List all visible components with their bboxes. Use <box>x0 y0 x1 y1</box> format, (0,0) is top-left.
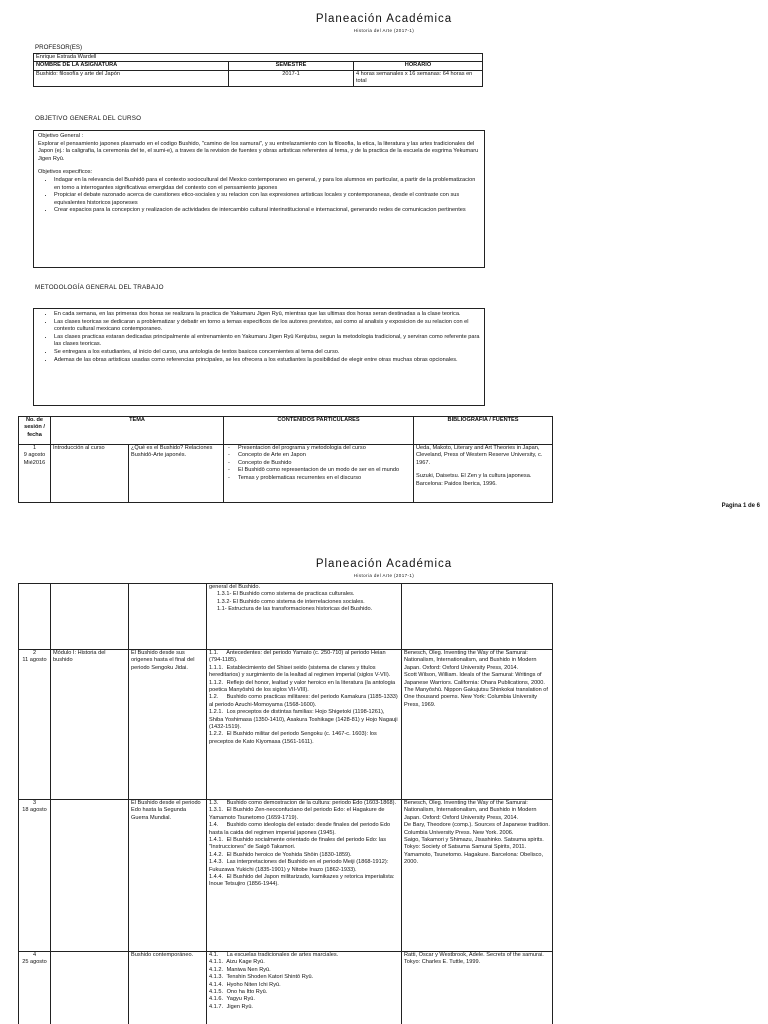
objective-section-heading: OBJETIVO GENERAL DEL CURSO <box>35 115 142 122</box>
table-row <box>19 445 553 503</box>
table-row <box>19 584 553 650</box>
list-item: • Las clases teoricas se dedicaran a problematizar y debatir en torno a temas especificos de los autores previstos, asi como al analisis y exposicion de su relacion con el contexto cultural mexicano contemporaneo. <box>54 319 480 334</box>
session-date: 25 agosto <box>22 959 47 966</box>
list-item: • Ademas de las obras artisticas usadas como referencias principales, se les ofrecera a los estudiantes la posibilidad de elegir entre otras muchas obras opcionales. <box>54 357 480 365</box>
session-date: 18 agosto <box>22 807 47 814</box>
page-subtitle: Historia del Arte (2017-1) <box>353 573 415 578</box>
methodology-section-heading: METODOLOGÍA GENERAL DEL TRABAJO <box>35 284 164 291</box>
content-line: general del Bushido. <box>209 584 261 590</box>
contents-list: 1.3. Bushido como demostracion de la cultura: periodo Edo (1603-1868). 1.3.1. El Bushido Zen-neoconfuciano del periodo Edo: el Hagakure de Yamamoto Tsunetomo (1659-1719). 1.4. Bushido como ideologia del estado: desde finales del periodo Edo hasta la caida del regimen imperial japones (1945). 1.4.1. El Bushido socialmente orientado de finales del periodo Edo: las "Instrucciones" de Saigō Takamori. 1.4.2. El Bushido heroico de Yoshida Shōin (1830-1859). 1.4.3. Las interpretaciones del Bushido en el periodo Meiji (1868-1912): Fukuzawa Yukichi (1835-1901) y Nitobe Inazo (1862-1933). 1.4.4. El Bushido del Japon militarizado, kamikazes y retorica imperialista: Inoue Tetsujiro (1856-1944). <box>207 800 402 952</box>
bibliography-entry: Suzuki, Daisetsu. El Zen y la cultura japonesa. Barcelona: Paidos Iberica, 1996. <box>416 473 532 487</box>
professor-name: Enrique Estrada Wardell <box>34 54 483 62</box>
page-gap <box>0 525 768 545</box>
bibliography-entry: Ratti, Oscar y Westbrook, Adele. Secrets of the samurai. Tokyo: Charles E. Tuttle, 1999. <box>404 952 544 966</box>
contents-header: CONTENIDOS PARTICULARES <box>224 417 414 445</box>
methodology-list <box>38 311 480 364</box>
session-number: 4 <box>32 952 37 958</box>
list-item: - Concepto de Arte en Japon <box>226 452 411 459</box>
bibliography-entry: The Manyōshū. Nippon Gakujutsu Shinkokai translation of One thousand poems. New York: Columbia University Press, 1969. <box>404 687 548 708</box>
page-title: Planeación Académica <box>315 13 453 25</box>
session-header: No. de sesión / fecha <box>19 417 51 445</box>
methodology-box <box>33 308 485 406</box>
list-item: - Presentacion del programa y metodologia del curso <box>226 445 411 452</box>
contents-list: 4.1. La escuelas tradicionales de artes marciales. 4.1.1. Aizu Kage Ryū. 4.1.2. Maniwa Nen Ryū. 4.1.3. Tenshin Shoden Katori Shintō Ryū. 4.1.4. Hyoho Niten Ichi Ryū. 4.1.5. Ono ha Itto Ryū. 4.1.6. Yagyu Ryū. 4.1.7. Jigen Ryū. <box>207 952 402 1024</box>
topic-module: Introducción al curso <box>51 445 129 503</box>
topic-header: TEMA <box>51 417 224 445</box>
sessions-table-page2 <box>18 583 553 1024</box>
table-row <box>19 952 553 1024</box>
subject-value: Bushido: filosofía y arte del Japón <box>34 70 229 86</box>
course-info-table <box>33 53 483 87</box>
topic-detail: ¿Qué es el Bushido? Relaciones Bushidō-Arte japonés. <box>129 445 224 503</box>
professor-label: PROFESOR(ES) <box>35 44 83 51</box>
specific-objectives-list <box>38 177 480 215</box>
document-page-2 <box>0 545 768 1024</box>
contents-list: 1.1. Antecedentes: del periodo Yamato (c. 250-710) al periodo Heian (794-1185). 1.1.1. Establecimiento del Shisei seido (sistema de clanes y titulos hereditarios) y surgimiento de la lealtad al regimen imperial (siglos V-VII). 1.1.2. Reflejo del honor, lealtad y valor heroico en la literatura (la antologia poetica Manyōshū de los siglos VII-VIII). 1.2. Bushido como practicas militares: del periodo Kamakura (1185-1333) al periodo Azuchi-Momoyama (1568-1600). 1.2.1. Los preceptos de distintas familias: Hojo Shigetoki (1198-1261), Shiba Yoshimasa (1350-1410), Asakura Toshikage (1428-81) y Hojo Nagauji (1432-1519). 1.2.2. El Bushido militar del periodo Sengoku (c. 1467-c. 1603): los preceptos de Kato Kiyomasa (1561-1611). <box>207 650 402 800</box>
objectives-box <box>33 130 485 268</box>
list-item: - Concepto de Bushido <box>226 460 411 467</box>
list-item: • En cada semana, en las primeras dos horas se realizara la practica de Yakumaru Jigen Ryū, mientras que las ultimas dos horas seran destinadas a la clase teorica. <box>54 311 480 319</box>
page-subtitle: Historia del Arte (2017-1) <box>353 28 415 33</box>
bibliography-entry: Scott Wilson, William. Ideals of the Samurai: Writings of Japanese Warriors. California: Ohara Publications, 2000. <box>404 672 545 686</box>
session-date: 11 agosto <box>22 657 47 664</box>
topic-module: Módulo I: Historia del bushido <box>51 650 129 800</box>
page-title: Planeación Académica <box>315 558 453 570</box>
bibliography-entry: Saigo, Takamori y Shimazu, Jisashinko. Satsuma spirits. Tokyo: Society of Satsuma Samurai Spirits, 2011. <box>404 837 544 851</box>
schedule-value: 4 horas semanales x 16 semanas: 64 horas en total <box>354 70 483 86</box>
sessions-table-page1 <box>18 416 553 503</box>
page-number: Pagina 1 de 6 <box>721 503 760 509</box>
topic-detail: Bushido contemporáneo. <box>129 952 207 1024</box>
content-line: 1.3.1- El Bushido como sistema de practicas culturales. <box>217 591 355 598</box>
semester-header: SEMESTRE <box>229 62 354 70</box>
subject-header: NOMBRE DE LA ASIGNATURA <box>34 62 229 70</box>
topic-detail: El Bushido desde el periodo Edo hasta la Segunda Guerra Mundial. <box>129 800 207 952</box>
content-line: 1.3.2- El Bushido como sistema de interrelaciones sociales. <box>217 598 365 605</box>
session-number: 2 <box>32 650 37 656</box>
list-item: - El Bushidō como representacion de un modo de ser en el mundo <box>226 467 411 474</box>
list-item: • Indagar en la relevancia del Bushidō para el contexto sociocultural del Mexico contemporaneo en general, y para los alumnos en particular, a partir de la problematizacion en torno a interrogantes significativas emergidas del contexto con el pensamiento japones <box>54 177 480 192</box>
list-item: • Se entregara a los estudiantes, al inicio del curso, una antologia de textos basicos concernientes al tema del curso. <box>54 349 480 357</box>
table-row <box>19 800 553 952</box>
bibliography-header: BIBLIOGRAFÍA / FUENTES <box>414 417 553 445</box>
semester-value: 2017-1 <box>229 70 354 86</box>
objective-text: Explorar el pensamiento japones plasmado en el codigo Bushido, "camino de los samurai", y su entrelazamiento con la filosofia, la etica, la literatura y las artes tradicionales del Japon (ej.: la caligrafia, la ceremonia del te, el sumi-e), a traves de la revision de fuentes y obras artisticas referentes al tema, y de la practica de la escuela de esgrima Yekumaru Jigen Ryū. <box>38 140 479 162</box>
objective-label: Objetivo General : <box>38 133 84 139</box>
bibliography-entry: Yamamoto, Tsunetomo. Hagakure. Barcelona: Obelisco, 2000. <box>404 851 544 866</box>
content-line: 1.1- Estructura de las transformaciones historicas del Bushido. <box>217 606 373 613</box>
schedule-header: HORARIO <box>354 62 483 70</box>
bibliography-entry: Ueda, Makoto, Literary and Art Theories in Japan, Cleveland, Press of Western Reserve University, c. 1967. <box>416 445 543 466</box>
bibliography-entry: Benesch, Oleg. Inventing the Way of the Samurai: Nationalism, Internationalism, and Bushido in Modern Japan. Oxford: Oxford University Press, 2014. <box>404 650 537 671</box>
session-date: 9 agosto Mié2016 <box>23 452 46 466</box>
topic-detail: El Bushido desde sus origenes hasta el final del periodo Sengoku Jidai. <box>129 650 207 800</box>
list-item: • Propiciar el debate razonado acerca de cuestiones etico-sociales y su relacion con las expresiones artisticas locales y contemporaneas, desde el contraste con sus equivalentes historicos japoneses <box>54 192 480 207</box>
bibliography-entry: De Bary, Theodore (comp.). Sources of Japanese tradition. Columbia University Press. New York. 2006. <box>404 822 550 836</box>
session-number: 1 <box>32 445 37 451</box>
contents-list <box>226 445 411 482</box>
table-row <box>19 650 553 800</box>
list-item: • Crear espacios para la concepcion y realizacion de actividades de intercambio cultural interinstitucional e internacional, generando redes de comunicacion pertinentes <box>54 207 480 215</box>
list-item: - Temas y problematicas recurrentes en el discurso <box>226 475 411 482</box>
list-item: • Las clases practicas estaran dedicadas principalmente al entrenamiento en Yakumaru Jigen Ryū Kenjutsu, segun la metodologia tradicional, y serviran como referente para las clases teoricas. <box>54 334 480 349</box>
session-number: 3 <box>32 800 37 806</box>
specific-objectives-label: Objetivos especificos: <box>38 169 93 176</box>
bibliography-entry: Benesch, Oleg. Inventing the Way of the Samurai: Nationalism, Internationalism, and Bushido in Modern Japan. Oxford: Oxford University Press, 2014. <box>404 800 537 821</box>
